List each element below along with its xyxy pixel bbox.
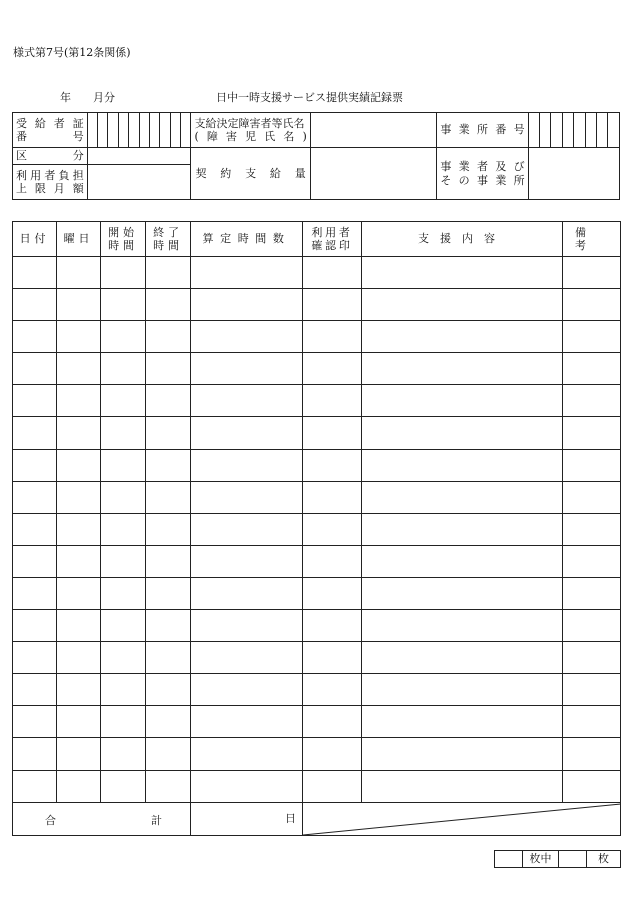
- cell-end-time[interactable]: [146, 289, 191, 321]
- cell-end-time[interactable]: [146, 257, 191, 289]
- cell-weekday[interactable]: [57, 257, 101, 289]
- cell-start-time[interactable]: [101, 770, 146, 802]
- cell-end-time[interactable]: [146, 545, 191, 577]
- cell-remarks[interactable]: [563, 257, 621, 289]
- cell-remarks[interactable]: [563, 417, 621, 449]
- cell-support-content[interactable]: [362, 642, 563, 674]
- cell-hours[interactable]: [191, 385, 303, 417]
- recipient-number-cell[interactable]: [149, 113, 159, 148]
- cell-remarks[interactable]: [563, 577, 621, 609]
- cell-date[interactable]: [13, 321, 57, 353]
- col-end-time: 終了 時間: [146, 222, 191, 257]
- cell-start-time[interactable]: [101, 257, 146, 289]
- month-unit: 月分: [93, 91, 115, 104]
- form-title: 日中一時支援サービス提供実績記録票: [216, 91, 403, 104]
- table-row: [13, 770, 621, 802]
- cell-start-time[interactable]: [101, 642, 146, 674]
- cell-support-content[interactable]: [362, 321, 563, 353]
- recipient-number-cell[interactable]: [170, 113, 180, 148]
- cell-date[interactable]: [13, 706, 57, 738]
- cell-hours[interactable]: [191, 545, 303, 577]
- cell-end-time[interactable]: [146, 481, 191, 513]
- office-number-cell[interactable]: [585, 113, 596, 148]
- table-row: [13, 353, 621, 385]
- contract-value[interactable]: [310, 148, 437, 200]
- cell-weekday[interactable]: [57, 513, 101, 545]
- cell-date[interactable]: [13, 577, 57, 609]
- cell-date[interactable]: [13, 545, 57, 577]
- recipient-number-cell[interactable]: [181, 113, 191, 148]
- cell-remarks[interactable]: [563, 674, 621, 706]
- cell-user-confirm[interactable]: [303, 289, 362, 321]
- office-number-cell[interactable]: [597, 113, 608, 148]
- cell-support-content[interactable]: [362, 513, 563, 545]
- office-number-cell[interactable]: [528, 113, 539, 148]
- cell-remarks[interactable]: [563, 642, 621, 674]
- cell-support-content[interactable]: [362, 481, 563, 513]
- table-row: [13, 513, 621, 545]
- total-days[interactable]: [191, 802, 303, 835]
- cell-weekday[interactable]: [57, 642, 101, 674]
- cell-start-time[interactable]: [101, 321, 146, 353]
- cell-user-confirm[interactable]: [303, 385, 362, 417]
- total-label: 合 計: [13, 802, 191, 835]
- cell-start-time[interactable]: [101, 545, 146, 577]
- table-row: [13, 738, 621, 770]
- cell-weekday[interactable]: [57, 770, 101, 802]
- sheet-counter: [494, 850, 621, 868]
- recipient-number-cell[interactable]: [87, 113, 97, 148]
- cell-end-time[interactable]: [146, 417, 191, 449]
- table-row: [13, 417, 621, 449]
- sheet-current[interactable]: [495, 851, 523, 868]
- cell-start-time[interactable]: [101, 674, 146, 706]
- cell-user-confirm[interactable]: [303, 417, 362, 449]
- cell-date[interactable]: [13, 610, 57, 642]
- cell-support-content[interactable]: [362, 577, 563, 609]
- sheet-total[interactable]: [559, 851, 587, 868]
- table-row: [13, 257, 621, 289]
- cell-date[interactable]: [13, 674, 57, 706]
- cell-user-confirm[interactable]: [303, 545, 362, 577]
- cell-user-confirm[interactable]: [303, 674, 362, 706]
- cell-start-time[interactable]: [101, 481, 146, 513]
- cell-start-time[interactable]: [101, 417, 146, 449]
- table-row: [13, 610, 621, 642]
- cell-user-confirm[interactable]: [303, 706, 362, 738]
- cell-user-confirm[interactable]: [303, 449, 362, 481]
- cell-start-time[interactable]: [101, 577, 146, 609]
- col-remarks: 備考: [563, 222, 621, 257]
- cell-weekday[interactable]: [57, 738, 101, 770]
- cell-start-time[interactable]: [101, 449, 146, 481]
- cell-remarks[interactable]: [563, 385, 621, 417]
- table-row: [13, 385, 621, 417]
- year-unit: 年: [60, 91, 71, 104]
- copay-value[interactable]: [87, 165, 191, 200]
- cell-start-time[interactable]: [101, 513, 146, 545]
- cell-support-content[interactable]: [362, 257, 563, 289]
- col-hours: 算定時間数: [191, 222, 303, 257]
- cell-remarks[interactable]: [563, 706, 621, 738]
- cell-support-content[interactable]: [362, 770, 563, 802]
- col-start-time: 開始 時間: [101, 222, 146, 257]
- cell-end-time[interactable]: [146, 353, 191, 385]
- cell-remarks[interactable]: [563, 738, 621, 770]
- contract-label: 契約支給量: [191, 148, 310, 200]
- cell-hours[interactable]: [191, 417, 303, 449]
- cell-remarks[interactable]: [563, 353, 621, 385]
- cell-remarks[interactable]: [563, 321, 621, 353]
- table-row: [13, 289, 621, 321]
- cell-date[interactable]: [13, 257, 57, 289]
- cell-start-time[interactable]: [101, 738, 146, 770]
- cell-weekday[interactable]: [57, 321, 101, 353]
- cell-date[interactable]: [13, 738, 57, 770]
- recipient-number-cell[interactable]: [118, 113, 128, 148]
- cell-remarks[interactable]: [563, 610, 621, 642]
- office-number-cell[interactable]: [562, 113, 573, 148]
- table-row: [13, 449, 621, 481]
- cell-hours[interactable]: [191, 738, 303, 770]
- provider-value[interactable]: [528, 148, 619, 200]
- cell-support-content[interactable]: [362, 610, 563, 642]
- office-number-cell[interactable]: [608, 113, 620, 148]
- cell-end-time[interactable]: [146, 738, 191, 770]
- form-number: 様式第7号(第12条関係): [13, 46, 131, 59]
- cell-weekday[interactable]: [57, 385, 101, 417]
- cell-weekday[interactable]: [57, 289, 101, 321]
- cell-end-time[interactable]: [146, 449, 191, 481]
- cell-weekday[interactable]: [57, 353, 101, 385]
- cell-start-time[interactable]: [101, 706, 146, 738]
- col-date: 日付: [13, 222, 57, 257]
- cell-end-time[interactable]: [146, 674, 191, 706]
- cell-date[interactable]: [13, 353, 57, 385]
- cell-remarks[interactable]: [563, 513, 621, 545]
- cell-date[interactable]: [13, 770, 57, 802]
- cell-hours[interactable]: [191, 674, 303, 706]
- cell-weekday[interactable]: [57, 545, 101, 577]
- cell-start-time[interactable]: [101, 353, 146, 385]
- table-row: [13, 642, 621, 674]
- category-label: 区分: [13, 148, 88, 165]
- cell-weekday[interactable]: [57, 481, 101, 513]
- table-row: [13, 481, 621, 513]
- recipient-number-label: 受給者証 番号: [13, 113, 88, 148]
- diagonal-line: [303, 803, 621, 836]
- cell-hours[interactable]: [191, 481, 303, 513]
- cell-support-content[interactable]: [362, 353, 563, 385]
- cell-support-content[interactable]: [362, 545, 563, 577]
- cell-remarks[interactable]: [563, 449, 621, 481]
- cell-remarks[interactable]: [563, 289, 621, 321]
- cell-weekday[interactable]: [57, 577, 101, 609]
- cell-weekday[interactable]: [57, 674, 101, 706]
- col-weekday: 曜日: [57, 222, 101, 257]
- cell-start-time[interactable]: [101, 385, 146, 417]
- sheet-unit-label: 枚: [587, 851, 621, 868]
- cell-date[interactable]: [13, 417, 57, 449]
- col-user-confirm: 利用者 確認印: [303, 222, 362, 257]
- record-table: [12, 221, 621, 836]
- cell-hours[interactable]: [191, 321, 303, 353]
- recipient-number-cell[interactable]: [108, 113, 118, 148]
- cell-weekday[interactable]: [57, 417, 101, 449]
- cell-hours[interactable]: [191, 770, 303, 802]
- cell-user-confirm[interactable]: [303, 738, 362, 770]
- cell-user-confirm[interactable]: [303, 257, 362, 289]
- office-number-cell[interactable]: [540, 113, 551, 148]
- cell-user-confirm[interactable]: [303, 642, 362, 674]
- office-number-label: 事業所番号: [437, 113, 528, 148]
- cell-hours[interactable]: [191, 449, 303, 481]
- cell-hours[interactable]: [191, 257, 303, 289]
- name-label: 支給決定障害者等氏名 (障害児氏名): [191, 113, 310, 148]
- cell-hours[interactable]: [191, 353, 303, 385]
- provider-label: 事業者及び その事業所: [437, 148, 528, 200]
- table-row: [13, 321, 621, 353]
- cell-date[interactable]: [13, 513, 57, 545]
- cell-user-confirm[interactable]: [303, 513, 362, 545]
- cell-weekday[interactable]: [57, 706, 101, 738]
- cell-user-confirm[interactable]: [303, 770, 362, 802]
- cell-support-content[interactable]: [362, 449, 563, 481]
- cell-weekday[interactable]: [57, 610, 101, 642]
- cell-user-confirm[interactable]: [303, 481, 362, 513]
- cell-user-confirm[interactable]: [303, 353, 362, 385]
- cell-user-confirm[interactable]: [303, 610, 362, 642]
- cell-weekday[interactable]: [57, 449, 101, 481]
- table-row: [13, 674, 621, 706]
- cell-end-time[interactable]: [146, 770, 191, 802]
- recipient-number-cell[interactable]: [129, 113, 139, 148]
- header-table: [12, 112, 620, 200]
- table-row: [13, 577, 621, 609]
- cell-remarks[interactable]: [563, 545, 621, 577]
- cell-user-confirm[interactable]: [303, 321, 362, 353]
- cell-date[interactable]: [13, 385, 57, 417]
- total-blank-area: [303, 802, 621, 835]
- category-value[interactable]: [87, 148, 191, 165]
- cell-support-content[interactable]: [362, 674, 563, 706]
- cell-end-time[interactable]: [146, 577, 191, 609]
- cell-end-time[interactable]: [146, 385, 191, 417]
- sheet-of-label: 枚中: [523, 851, 559, 868]
- office-number-cell[interactable]: [574, 113, 585, 148]
- cell-hours[interactable]: [191, 610, 303, 642]
- cell-end-time[interactable]: [146, 513, 191, 545]
- cell-date[interactable]: [13, 289, 57, 321]
- cell-support-content[interactable]: [362, 706, 563, 738]
- col-support-content: 支援内容: [362, 222, 563, 257]
- cell-date[interactable]: [13, 449, 57, 481]
- cell-date[interactable]: [13, 642, 57, 674]
- recipient-number-cell[interactable]: [98, 113, 108, 148]
- cell-hours[interactable]: [191, 706, 303, 738]
- cell-end-time[interactable]: [146, 610, 191, 642]
- name-value[interactable]: [310, 113, 437, 148]
- cell-support-content[interactable]: [362, 738, 563, 770]
- copay-label: 利用者負担 上限月額: [13, 165, 88, 200]
- recipient-number-cell[interactable]: [160, 113, 170, 148]
- cell-date[interactable]: [13, 481, 57, 513]
- cell-hours[interactable]: [191, 577, 303, 609]
- cell-hours[interactable]: [191, 289, 303, 321]
- recipient-number-cell[interactable]: [139, 113, 149, 148]
- cell-hours[interactable]: [191, 642, 303, 674]
- cell-user-confirm[interactable]: [303, 577, 362, 609]
- cell-hours[interactable]: [191, 513, 303, 545]
- table-row: [13, 706, 621, 738]
- cell-start-time[interactable]: [101, 610, 146, 642]
- office-number-cell[interactable]: [551, 113, 562, 148]
- cell-support-content[interactable]: [362, 289, 563, 321]
- cell-support-content[interactable]: [362, 385, 563, 417]
- table-row: [13, 545, 621, 577]
- cell-start-time[interactable]: [101, 289, 146, 321]
- total-days-unit: 日: [285, 812, 296, 825]
- cell-remarks[interactable]: [563, 481, 621, 513]
- cell-end-time[interactable]: [146, 706, 191, 738]
- cell-end-time[interactable]: [146, 321, 191, 353]
- cell-support-content[interactable]: [362, 417, 563, 449]
- cell-end-time[interactable]: [146, 642, 191, 674]
- cell-remarks[interactable]: [563, 770, 621, 802]
